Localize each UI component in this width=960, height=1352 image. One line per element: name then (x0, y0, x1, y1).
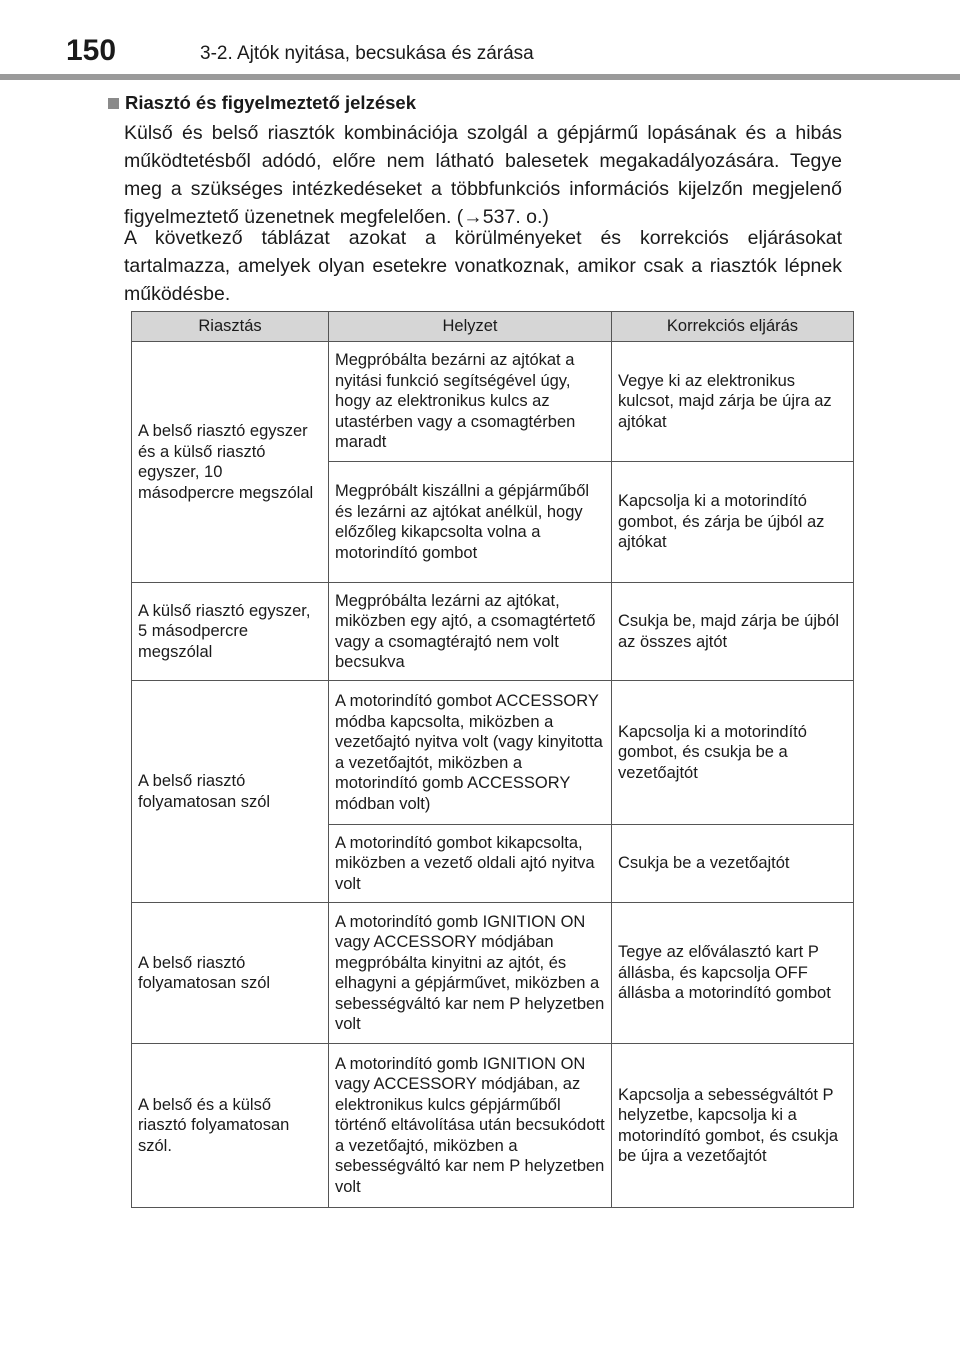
header-rule (0, 74, 960, 80)
alarm-cell: A belső és a külső riasztó folyamatosan szól. (132, 1044, 329, 1208)
situation-cell: Megpróbálta lezárni az ajtókat, miközben egy ajtó, a csomagtértető vagy a csomagtérajtó nem volt becsukva (329, 583, 612, 681)
action-cell: Kapcsolja ki a motorindító gombot, és csukja be a vezetőajtót (612, 681, 854, 825)
intro-paragraph: Külső és belső riasztók kombinációja szolgál a gépjármű lopásának és a hibás működtetésből adódó, előre nem látható balesetek megakadályozására. Tegye meg a szükséges intézkedéseket a többfunkciós információs kijelzőn megjelenő figyelmeztető üzenetnek megfelelően. (→537. o.) (124, 122, 842, 228)
situation-cell: Megpróbált kiszállni a gépjárműből és lezárni az ajtókat anélkül, hogy előzőleg kikapcsolta volna a motorindító gombot (329, 462, 612, 583)
page-header (0, 0, 960, 80)
action-cell: Csukja be, majd zárja be újból az összes ajtót (612, 583, 854, 681)
situation-cell: A motorindító gomb IGNITION ON vagy ACCESSORY módjában, az elektronikus kulcs gépjárműből történő eltávolítása után becsukódott a vezetőajtó, miközben a sebességváltó kar nem P helyzetben volt (329, 1044, 612, 1208)
column-header-alarm: Riasztás (132, 312, 329, 342)
square-bullet-icon (108, 98, 119, 109)
table-row (132, 1044, 854, 1208)
section-heading (108, 92, 416, 114)
situation-cell: A motorindító gombot kikapcsolta, miközben a vezető oldali ajtó nyitva volt (329, 825, 612, 903)
table-row (132, 342, 854, 462)
column-header-action: Korrekciós eljárás (612, 312, 854, 342)
table-row (132, 903, 854, 1044)
section-heading-text: Riasztó és figyelmeztető jelzések (125, 92, 416, 113)
page-number: 150 (66, 34, 117, 67)
table-header-row (132, 312, 854, 342)
alarm-cell: A belső riasztó folyamatosan szól (132, 681, 329, 903)
action-cell: Kapcsolja a sebességváltót P helyzetbe, kapcsolja ki a motorindító gombot, és csukja be újra a vezetőajtót (612, 1044, 854, 1208)
column-header-situation: Helyzet (329, 312, 612, 342)
action-cell: Vegye ki az elektronikus kulcsot, majd zárja be újra az ajtókat (612, 342, 854, 462)
alarm-cell: A belső riasztó folyamatosan szól (132, 903, 329, 1044)
situation-cell: A motorindító gombot ACCESSORY módba kapcsolta, miközben a vezetőajtó nyitva volt (vagy kinyitotta a vezetőajtót, miközben a motorindító gomb ACCESSORY módban volt) (329, 681, 612, 825)
alarm-table (131, 311, 854, 1208)
chapter-title: 3-2. Ajtók nyitása, becsukása és zárása (200, 43, 534, 64)
table-intro-paragraph: A következő táblázat azokat a körülményeket és korrekciós eljárásokat tartalmazza, amelyek olyan esetekre vonatkoznak, amikor csak a riasztók lépnek működésbe. (124, 227, 842, 305)
alarm-cell: A külső riasztó egyszer, 5 másodpercre megszólal (132, 583, 329, 681)
situation-cell: Megpróbálta bezárni az ajtókat a nyitási funkció segítségével úgy, hogy az elektronikus kulcs az utastérben vagy a csomagtérben maradt (329, 342, 612, 462)
action-cell: Kapcsolja ki a motorindító gombot, és zárja be újból az ajtókat (612, 462, 854, 583)
action-cell: Csukja be a vezetőajtót (612, 825, 854, 903)
situation-cell: A motorindító gomb IGNITION ON vagy ACCESSORY módjában megpróbálta kinyitni az ajtót, és elhagyni a gépjárművet, miközben a sebességváltó kar nem P helyzetben volt (329, 903, 612, 1044)
action-cell: Tegye az előválasztó kart P állásba, és kapcsolja OFF állásba a motorindító gombot (612, 903, 854, 1044)
table-row (132, 681, 854, 825)
table-row (132, 583, 854, 681)
alarm-cell: A belső riasztó egyszer és a külső riasztó egyszer, 10 másodpercre megszólal (132, 342, 329, 583)
